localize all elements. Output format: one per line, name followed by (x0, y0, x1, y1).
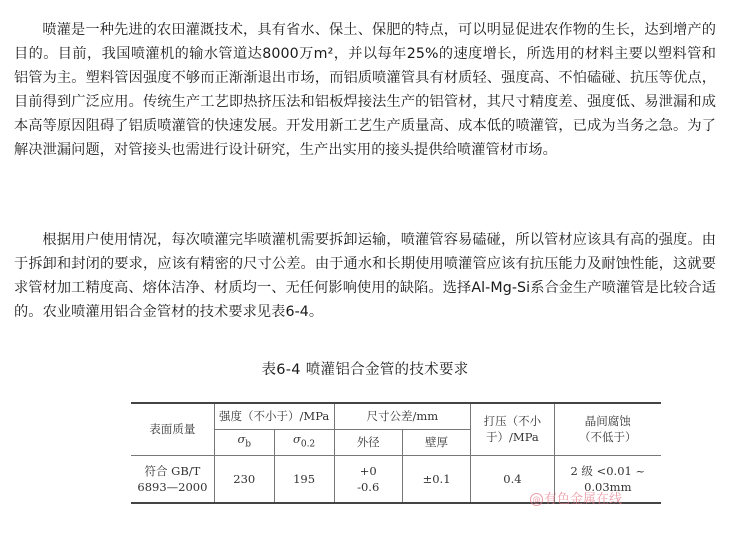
cell-sigma-02: 195 (274, 455, 334, 503)
cell-pressure: 0.4 (471, 455, 554, 503)
header-corrosion-sub: （不低于） (579, 430, 637, 445)
cell-corrosion-line2: 0.03mm (584, 479, 632, 494)
sigma-02-symbol: σ (292, 432, 301, 447)
table-caption: 表6-4 喷灌铝合金管的技术要求 (261, 362, 469, 378)
cell-surface-quality (131, 455, 214, 503)
cell-corrosion-line1: 2 级 <0.01 ~ (570, 463, 646, 478)
header-surface-quality: 表面质量 (131, 403, 214, 455)
watermark-symbol: @ (530, 493, 543, 506)
watermark-text: 有色金属在线 (544, 492, 623, 507)
cell-outer-diameter-line1: +0 (359, 463, 377, 478)
header-strength: 强度（不小于）/MPa (214, 403, 334, 429)
header-pressure: 打压（不小于）/MPa (471, 403, 554, 455)
cell-wall-thickness: ±0.1 (402, 455, 470, 503)
header-outer-diameter: 外径 (334, 429, 402, 455)
header-corrosion-title: 晶间腐蚀 (584, 414, 631, 429)
paragraph-1: 喷灌是一种先进的农田灌溉技术，具有省水、保土、保肥的特点，可以明显促进农作物的生长，达到增产的目的。目前，我国喷灌机的输水管道达8000万m²，并以每年25%的速度增长，所选用的材料主要以塑料管和铝管为主。塑料管因强度不够而正渐渐退出市场，而铝质喷灌管具有材质轻、强度高、不怕磕碰、抗压等优点，目前得到广泛应用。传统生产工艺即热挤压法和铝板焊接法生产的铝管材，其尺寸精度差、强度低、易泄漏和成本高等原因阻碍了铝质喷灌管的快速发展。开发用新工艺生产质量高、成本低的喷灌管，已成为当务之急。为了解决泄漏问题，对管接头也需进行设计研究，生产出实用的接头提供给喷灌管材市场。 (14, 22, 716, 158)
sigma-b-subscript: b (245, 439, 252, 450)
cell-sigma-b: 230 (214, 455, 274, 503)
watermark (530, 488, 622, 507)
header-wall-thickness: 壁厚 (402, 429, 470, 455)
sigma-b-symbol: σ (237, 432, 246, 447)
cell-outer-diameter-line2: -0.6 (357, 479, 380, 494)
header-sigma-b (214, 429, 274, 455)
cell-surface-quality-line1: 符合 GB/T (144, 463, 201, 478)
header-tolerance: 尺寸公差/mm (334, 403, 471, 429)
header-corrosion (554, 403, 661, 455)
header-sigma-02 (274, 429, 334, 455)
cell-surface-quality-line2: 6893—2000 (137, 479, 208, 494)
paragraph-2: 根据用户使用情况，每次喷灌完毕喷灌机需要拆卸运输，喷灌管容易磕碰，所以管材应该具有高的强度。由于拆卸和封闭的要求，应该有精密的尺寸公差。由于通水和长期使用喷灌管应该有抗压能力及耐蚀性能，这就要求管材加工精度高、熔体洁净、材质均一、无任何影响使用的缺陷。选择Al-Mg-Si系合金生产喷灌管是比较合适的。农业喷灌用铝合金管材的技术要求见表6-4。 (14, 232, 716, 320)
cell-outer-diameter (334, 455, 402, 503)
sigma-02-subscript: 0.2 (300, 439, 316, 450)
